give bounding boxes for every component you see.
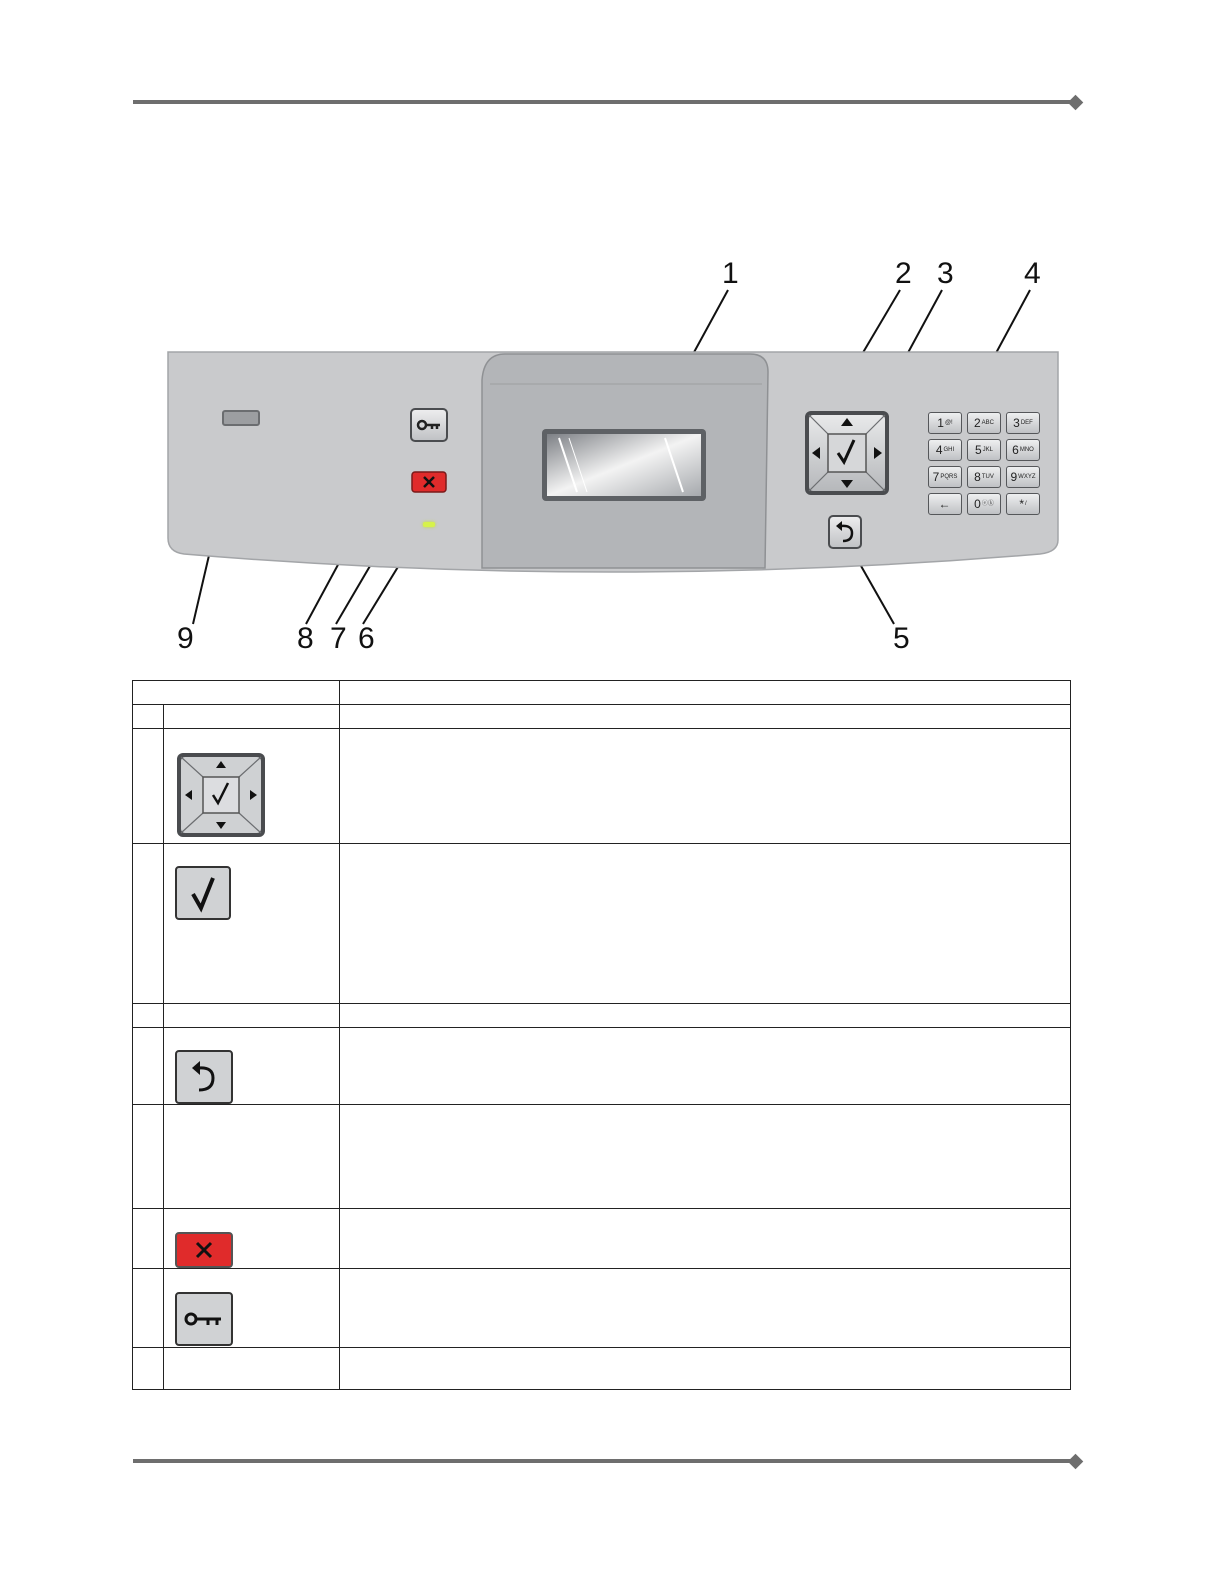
keypad-key-digit: 9 (1010, 470, 1018, 484)
keypad-key-letters: MNO (1019, 447, 1034, 453)
keypad-key-digit: 0 (974, 497, 981, 511)
callout-4: 4 (1024, 257, 1041, 290)
menu-key-icon (175, 1292, 233, 1346)
row-description-cell (340, 729, 1071, 844)
row-number-cell (133, 1209, 164, 1269)
callout-1: 1 (722, 257, 739, 290)
keypad-key-digit: 6 (1012, 443, 1019, 457)
row-number-cell (133, 844, 164, 1004)
row-description-cell (340, 844, 1071, 1004)
callout-3: 3 (937, 257, 954, 290)
back-button[interactable] (828, 515, 862, 549)
keypad-key[interactable] (928, 439, 962, 461)
row-item-cell (164, 1105, 340, 1209)
back-arrow-icon (175, 1050, 233, 1104)
header-cell-description (340, 681, 1071, 705)
navigation-pad[interactable] (804, 410, 890, 496)
usb-port (222, 410, 260, 426)
keypad-key-letters: ⓔⓚ (981, 501, 994, 507)
keypad-key[interactable] (1006, 439, 1040, 461)
keypad-key-digit: 4 (935, 443, 943, 457)
indicator-light (423, 522, 435, 527)
row-item-cell (164, 705, 340, 729)
row-number-cell (133, 1105, 164, 1209)
table-row (133, 844, 1071, 1004)
row-number-cell (133, 1269, 164, 1348)
keypad-key[interactable] (967, 493, 1001, 515)
keypad (928, 412, 1042, 516)
keypad-key-digit: 3 (1013, 416, 1020, 430)
row-number-cell (133, 729, 164, 844)
row-item-cell (164, 844, 340, 1004)
keypad-key-digit: 7 (932, 470, 940, 484)
table-row (133, 1004, 1071, 1028)
keypad-key-letters: WXYZ (1018, 474, 1036, 480)
row-description-cell (340, 1348, 1071, 1390)
row-item-cell (164, 729, 340, 844)
keypad-key-letters: @! (944, 420, 953, 426)
keypad-key-digit: 2 (973, 416, 981, 430)
keypad-key-letters: ABC (981, 420, 995, 426)
keypad-key-letters: GHI (943, 447, 955, 453)
keypad-key-letters: JKL (982, 447, 994, 453)
navigation-pad-icon (176, 752, 268, 840)
callout-5: 5 (893, 622, 910, 655)
table-row (133, 1209, 1071, 1269)
row-number-cell (133, 1348, 164, 1390)
row-item-cell (164, 1028, 340, 1105)
keypad-key[interactable] (1006, 412, 1040, 434)
row-description-cell (340, 705, 1071, 729)
keypad-key[interactable] (1006, 493, 1040, 515)
table-row (133, 729, 1071, 844)
row-item-cell (164, 1269, 340, 1348)
header-cell-item (133, 681, 340, 705)
table-row (133, 705, 1071, 729)
stop-cancel-icon (175, 1232, 233, 1268)
keypad-key-digit: 5 (974, 443, 982, 457)
bottom-rule-diamond (1068, 1454, 1084, 1470)
menu-key-button[interactable] (410, 408, 448, 442)
table-row (133, 1348, 1071, 1390)
table-header-row (133, 681, 1071, 705)
row-number-cell (133, 1004, 164, 1028)
bottom-rule (133, 1459, 1073, 1463)
keypad-key[interactable] (928, 412, 962, 434)
keypad-key-letters: PQRS (940, 474, 958, 480)
row-description-cell (340, 1028, 1071, 1105)
table-row (133, 1105, 1071, 1209)
keypad-key-digit: 8 (974, 470, 981, 484)
callout-2: 2 (895, 257, 912, 290)
keypad-key[interactable] (967, 412, 1001, 434)
row-number-cell (133, 1028, 164, 1105)
row-item-cell (164, 1004, 340, 1028)
table-row (133, 1028, 1071, 1105)
keypad-key[interactable] (967, 466, 1001, 488)
display-screen (541, 428, 707, 502)
callout-8: 8 (297, 622, 314, 655)
row-item-cell (164, 1348, 340, 1390)
select-checkmark-icon (175, 866, 231, 920)
table-row (133, 1269, 1071, 1348)
row-number-cell (133, 705, 164, 729)
keypad-key-digit: * (1019, 497, 1024, 511)
keypad-key-letters: DEF (1020, 420, 1033, 426)
callout-7: 7 (330, 622, 347, 655)
control-panel-table (132, 680, 1071, 1390)
keypad-key-letters: / (1025, 501, 1027, 507)
callout-6: 6 (358, 622, 375, 655)
row-description-cell (340, 1209, 1071, 1269)
row-item-cell (164, 1209, 340, 1269)
keypad-key[interactable] (928, 493, 962, 515)
row-description-cell (340, 1269, 1071, 1348)
keypad-key[interactable] (928, 466, 962, 488)
stop-cancel-button[interactable] (411, 471, 447, 493)
callout-9: 9 (177, 622, 194, 655)
keypad-key-digit: ← (938, 497, 951, 511)
keypad-key-digit: 1 (937, 416, 944, 430)
row-description-cell (340, 1004, 1071, 1028)
keypad-key-letters: TUV (981, 474, 994, 480)
keypad-key[interactable] (1006, 466, 1040, 488)
row-description-cell (340, 1105, 1071, 1209)
keypad-key[interactable] (967, 439, 1001, 461)
